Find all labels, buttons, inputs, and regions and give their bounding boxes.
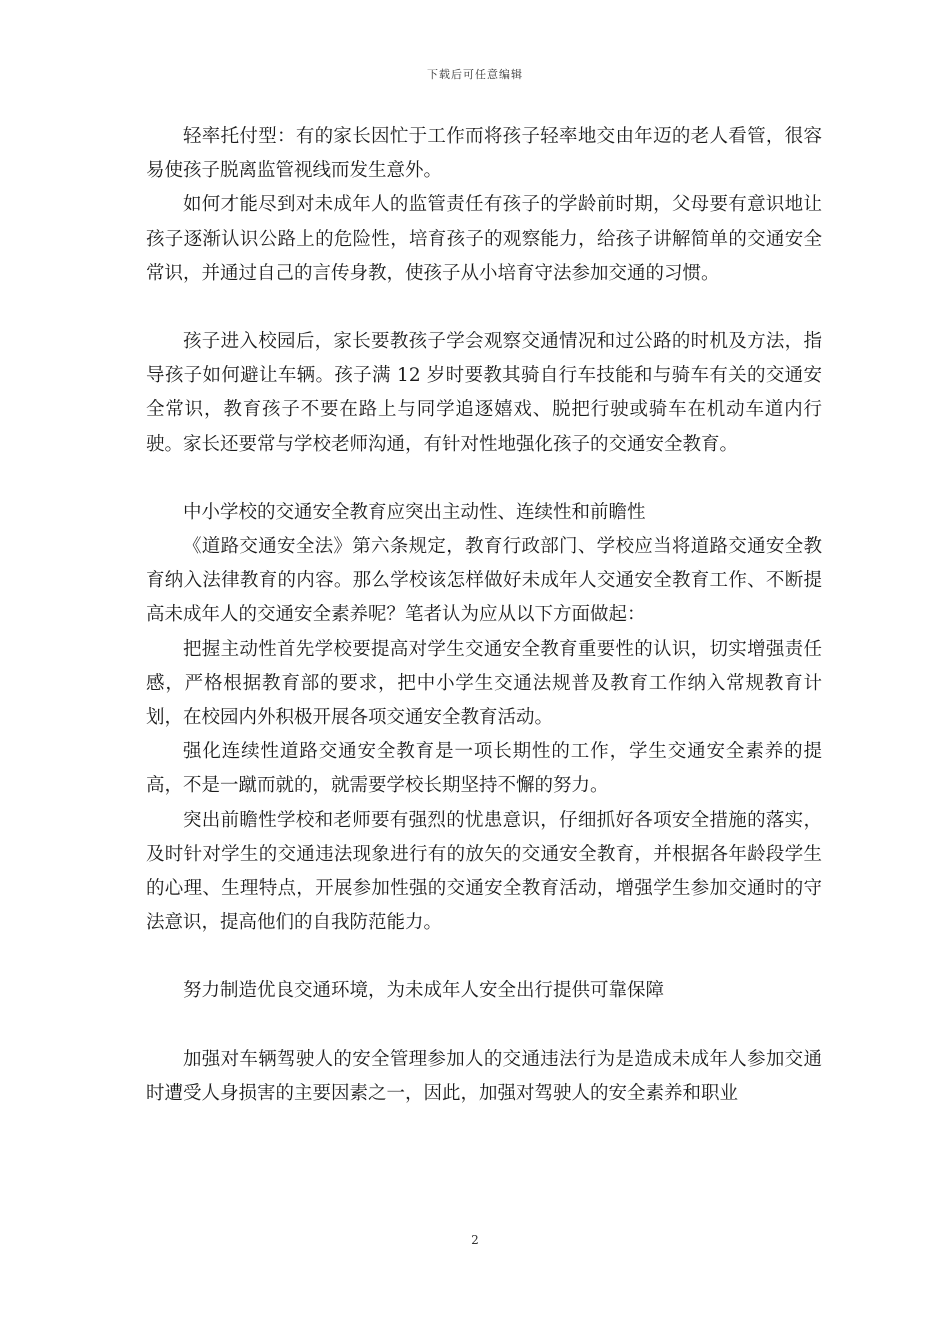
paragraph: 强化连续性道路交通安全教育是一项长期性的工作，学生交通安全素养的提高，不是一蹴而就的，就需要学校长期坚持不懈的努力。 [146, 741, 822, 797]
page-number: 2 [471, 1233, 479, 1247]
section-heading: 努力制造优良交通环境，为未成年人安全出行提供可靠保障 [183, 980, 665, 1002]
document-body [146, 120, 822, 1111]
paragraph: 加强对车辆驾驶人的安全管理参加人的交通违法行为是造成未成年人参加交通时遭受人身损害的主要因素之一，因此，加强对驾驶人的安全素养和职业 [146, 1048, 822, 1104]
paragraph: 轻率托付型：有的家长因忙于工作而将孩子轻率地交由年迈的老人看管，很容易使孩子脱离监管视线而发生意外。 [146, 126, 822, 182]
paragraph-gap [146, 940, 822, 974]
paragraph: 把握主动性首先学校要提高对学生交通安全教育重要性的认识，切实增强责任感，严格根据教育部的要求，把中小学生交通法规普及教育工作纳入常规教育计划，在校园内外积极开展各项交通安全教育活动。 [146, 638, 822, 729]
paragraph-gap [146, 291, 822, 325]
paragraph: 《道路交通安全法》第六条规定，教育行政部门、学校应当将道路交通安全教育纳入法律教育的内容。那么学校该怎样做好未成年人交通安全教育工作、不断提高未成年人的交通安全素养呢？笔者认为应从以下方面做起： [146, 536, 822, 626]
paragraph: 如何才能尽到对未成年人的监管责任有孩子的学龄前时期，父母要有意识地让孩子逐渐认识公路上的危险性，培育孩子的观察能力，给孩子讲解简单的交通安全常识，并通过自己的言传身教，使孩子从小培育守法参加交通的习惯。 [146, 194, 822, 284]
paragraph: 孩子进入校园后，家长要教孩子学会观察交通情况和过公路的时机及方法，指导孩子如何避让车辆。孩子满 12 岁时要教其骑自行车技能和与骑车有关的交通安全常识，教育孩子不要在路上与同学追逐嬉戏、脱把行驶或骑车在机动车道内行驶。家长还要常与学校老师沟通，有针对性地强化孩子的交通安全教育。 [146, 331, 822, 455]
paragraph-gap [146, 1009, 822, 1043]
paragraph: 突出前瞻性学校和老师要有强烈的忧患意识，仔细抓好各项安全措施的落实，及时针对学生的交通违法现象进行有的放矢的交通安全教育，并根据各年龄段学生的心理、生理特点，开展参加性强的交通安全教育活动，增强学生参加交通时的守法意识，提高他们的自我防范能力。 [146, 809, 822, 934]
section-heading: 中小学校的交通安全教育应突出主动性、连续性和前瞻性 [183, 501, 646, 523]
page-header: 下载后可任意编辑 [427, 68, 523, 81]
paragraph-gap [146, 462, 822, 496]
